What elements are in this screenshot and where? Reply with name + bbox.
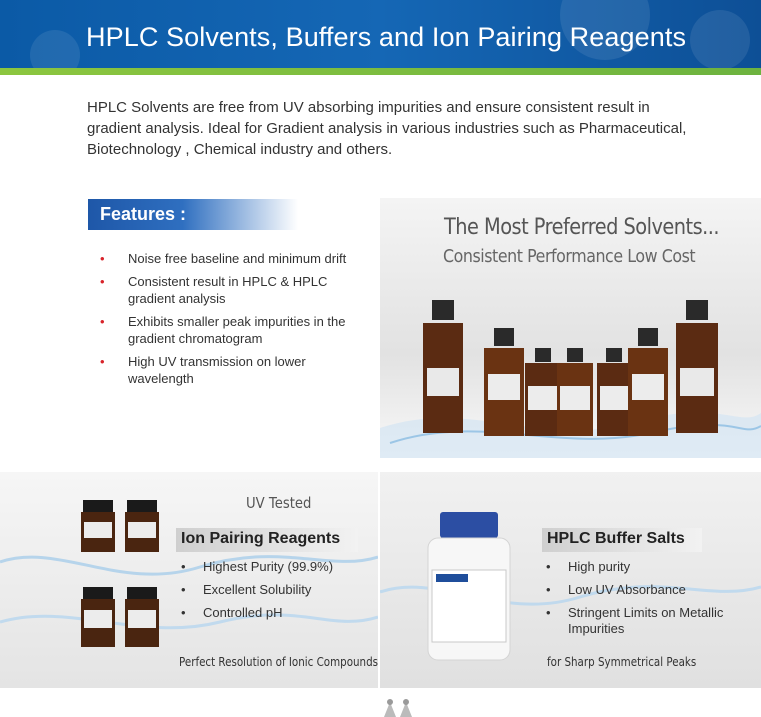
bullet-icon: •	[100, 354, 105, 369]
bullet-icon: •	[546, 559, 551, 574]
bullet-icon: •	[100, 274, 105, 289]
buffer-salts-title: HPLC Buffer Salts	[542, 528, 702, 552]
features-heading-banner	[88, 199, 298, 230]
uv-tested-label: UV Tested	[246, 494, 312, 512]
footer-logo-icon	[380, 698, 424, 717]
molecule-decoration	[690, 10, 750, 68]
solvent-bottles-image	[380, 198, 761, 458]
molecule-decoration	[30, 30, 80, 68]
intro-paragraph: HPLC Solvents are free from UV absorbing impurities and ensure consistent result in gradient analysis. Ideal for Gradient analysis in various industries such as Pharmaceutical, Biotechnology , Chemical industry and others.	[87, 99, 687, 158]
list-item: • Excellent Solubility	[181, 582, 312, 597]
ion-pairing-title: Ion Pairing Reagents	[176, 528, 358, 552]
bullet-icon: •	[181, 559, 186, 574]
features-heading: Features :	[100, 204, 187, 224]
list-item: • Exhibits smaller peak impurities in the gradient chromatogram	[100, 314, 346, 346]
page-header	[0, 0, 761, 68]
list-item: • High UV transmission on lower wavelength	[100, 354, 306, 386]
bullet-icon: •	[181, 582, 186, 597]
list-item: • Controlled pH	[181, 605, 283, 620]
solvents-tagline: The Most Preferred Solvents...	[444, 215, 720, 240]
solvents-subtagline: Consistent Performance Low Cost	[443, 246, 696, 267]
list-item: • Noise free baseline and minimum drift	[100, 251, 347, 266]
buffer-salts-panel	[380, 472, 761, 688]
list-item: • Highest Purity (99.9%)	[181, 559, 334, 574]
list-item: • Stringent Limits on Metallic Impurities	[546, 605, 724, 636]
bullet-icon: •	[546, 582, 551, 597]
ion-pairing-caption: Perfect Resolution of Ionic Compounds	[179, 655, 378, 669]
ion-pairing-panel	[0, 472, 378, 688]
bullet-icon: •	[546, 605, 551, 620]
page-title: HPLC Solvents, Buffers and Ion Pairing Reagents	[86, 22, 687, 52]
buffer-salts-caption: for Sharp Symmetrical Peaks	[547, 655, 697, 669]
bullet-icon: •	[181, 605, 186, 620]
bullet-icon: •	[100, 251, 105, 266]
solvents-photo-panel	[380, 198, 761, 458]
bullet-icon: •	[100, 314, 105, 329]
list-item: • Low UV Absorbance	[546, 582, 686, 597]
features-list	[100, 250, 370, 393]
ion-pairing-list	[181, 559, 371, 628]
buffer-salts-list	[546, 559, 746, 644]
list-item: • Consistent result in HPLC & HPLC gradient analysis	[100, 274, 328, 306]
list-item: • High purity	[546, 559, 631, 574]
header-accent-bar	[0, 68, 761, 75]
